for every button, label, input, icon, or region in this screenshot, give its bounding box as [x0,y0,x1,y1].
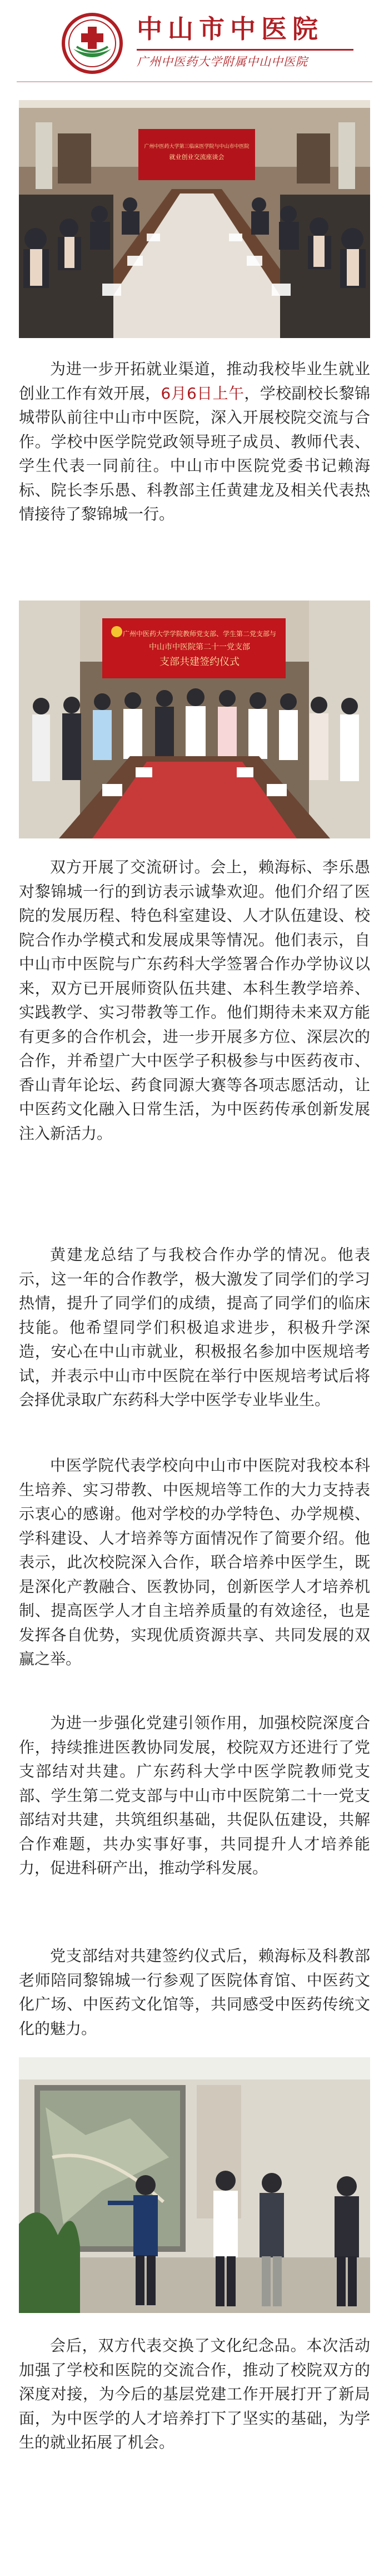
campus-visit-photo-illustration [19,2057,370,2313]
article-paragraph-3: 黄建龙总结了与我校合作办学的情况。他表示，这一年的合作教学，极大激发了同学们的学习热情，提升了同学们的成绩，提高了同学们的临床技能。他希望同学们积极追求进步，积极升学深造，安心在中山市就业，积极报名参加中医规培考试，并表示中山市中医院在举行中医规培考试后将会择优录取广东药科大学中医学专业毕业生。 [19,1245,370,1409]
p1-date-highlight: 6月6日上午 [161,384,245,403]
banner-line-1: 广州中医药大学第三临床医学院与中山市中医院 [144,144,250,150]
hospital-subtitle: 广州中医药大学附属中山中医院 [137,55,308,68]
article-paragraph-7: 会后，双方代表交换了文化纪念品。本次活动加强了学校和医院的交流合作，推动了校院双方的深度对接，为今后的基层党建工作开展打开了新局面，为中医学的人才培养打下了坚实的基础，为学生的就业拓展了机会。 [19,2336,370,2451]
header-divider [17,81,372,82]
banner-line-3: 支部共建签约仪式 [159,656,240,668]
article-paragraph-5: 为进一步强化党建引领作用，加强校院深度合作，持续推进医教协同发展，校院双方还进行了党支部结对共建。广东药科大学中医学院教师党支部、学生第二党支部与中山市中医院第二十一党支部结对共建，共筑组织基础，共促队伍建设，共解合作难题，共办实事好事，共同提升人才培养能力，促进科研产出，推动学科发展。 [19,1714,370,1877]
header-rule [137,49,353,51]
banner-line-1: 广州中医药大学学院教师党支部、学生第二党支部与 [122,630,277,638]
photo-meeting-room [19,100,370,338]
article-paragraph-1 [19,357,370,527]
signing-ceremony-photo-illustration [19,600,370,838]
photo-signing-ceremony [19,600,370,838]
article-paragraph-4: 中医学院代表学校向中山市中医院对我校本科生培养、实习带教、中医规培等工作的大力支持表示衷心的感谢。他对学校的办学特色、办学规模、学科建设、人才培养等方面情况作了简要介绍。他表示，此次校院深入合作，联合培养中医学生，既是深化产教融合、医教协同，创新医学人才培养机制、提高医学人才自主培养质量的有效途径，也是发挥各自优势，实现优质资源共享、共同发展的双赢之举。 [19,1456,370,1668]
hospital-logo-icon [61,12,123,75]
banner-line-2: 就业创业交流座谈会 [169,153,225,161]
photo-campus-visit [19,2057,370,2313]
meeting-room-photo-illustration [19,100,370,338]
hospital-name: 中山市中医院 [137,14,323,44]
banner-line-2: 中山市中医院第二十一党支部 [149,643,250,652]
p1-text-before: 为进一步开拓就业渠道，推动我校毕业生就业创业工作有效开展， [19,360,370,403]
p1-text-after: ，学校副校长黎锦城带队前往中山市中医院，深入开展校院交流与合作。学校中医学院党政领导班子成员、教师代表、学生代表一同前往。中山市中医院党委书记赖海标、院长李乐愚、科教部主任黄建龙及相关代表热情接待了黎锦城一行。 [19,384,370,523]
article-paragraph-2: 双方开展了交流研讨。会上，赖海标、李乐愚对黎锦城一行的到访表示诚挚欢迎。他们介绍了医院的发展历程、特色科室建设、人才队伍建设、校院合作办学模式和发展成果等情况。他们表示，自中山市中医院与广东药科大学签署合作办学协议以来，双方已开展师资队伍共建、本科生教学培养、实践教学、实习带教等工作。他们期待未来双方能有更多的合作机会，进一步开展多方位、深层次的合作，并希望广大中医学子积极参与中医药夜市、香山青年论坛、药食同源大赛等各项志愿活动，让中医药文化融入日常生活，为中医药传承创新发展注入新活力。 [19,858,370,1143]
page-header [0,0,389,89]
article-paragraph-6: 党支部结对共建签约仪式后，赖海标及科教部老师陪同黎锦城一行参观了医院体育馆、中医药文化广场、中医药文化馆等，共同感受中医药传统文化的魅力。 [19,1947,370,2038]
